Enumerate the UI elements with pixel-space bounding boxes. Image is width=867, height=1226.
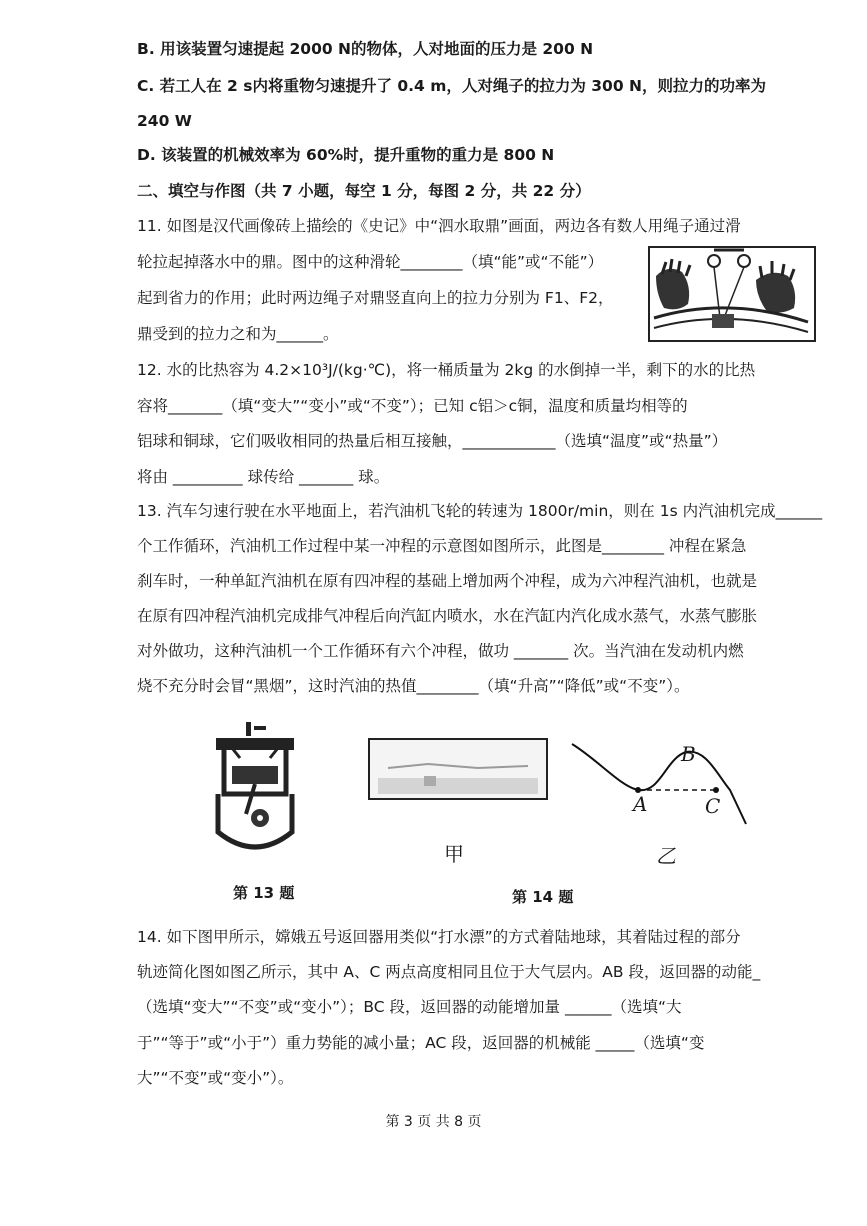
q14-yi-trajectory [568,738,752,830]
q13-line6: 烧不充分时会冒“黑烟”，这时汽油的热值________（填“升高”“降低”或“不变”）。 [137,677,690,695]
q11-line2: 轮拉起掉落水中的鼎。图中的这种滑轮________（填“能”或“不能”） [137,253,604,271]
option-d: D. 该装置的机械效率为 60%时，提升重物的重力是 800 N [137,146,555,164]
q14-jia-label: 甲 [444,842,464,866]
page-footer: 第 3 页 共 8 页 [385,1114,482,1130]
q14-line1: 14. 如下图甲所示，嫦娥五号返回器用类似“打水漂”的方式着陆地球，其着陆过程的部分 [137,928,741,946]
point-b-label: B [681,742,696,766]
q12-line4: 将由 _________ 球传给 _______ 球。 [137,468,390,486]
option-c: C. 若工人在 2 s内将重物匀速提升了 0.4 m，人对绳子的拉力为 300 N，则拉力的功率为 [137,77,766,95]
q14-line5: 大”“不变”或“变小”）。 [137,1069,294,1087]
q13-line1: 13. 汽车匀速行驶在水平地面上，若汽油机飞轮的转速为 1800r/min，则在 1s 内汽油机完成______ [137,502,823,520]
q11-brick-relief-figure [648,246,816,342]
option-b: B. 用该装置匀速提起 2000 N的物体，人对地面的压力是 200 N [137,40,594,58]
q13-line4: 在原有四冲程汽油机完成排气冲程后向汽缸内喷水，水在汽缸内汽化成水蒸气，水蒸气膨胀 [137,607,758,625]
q14-line3: （选填“变大”“不变”或“变小”）；BC 段，返回器的动能增加量 ______（选填“大 [137,998,682,1016]
q12-line3: 铝球和铜球，它们吸收相同的热量后相互接触，____________（选填“温度”或“热量”） [137,432,728,450]
q13-caption: 第 13 题 [233,884,295,902]
q14-yi-label: 乙 [656,844,676,868]
q13-engine-stroke-figure [210,722,300,862]
q13-line5: 对外做功，这种汽油机一个工作循环有六个冲程，做功 _______ 次。当汽油在发动机内燃 [137,642,744,660]
option-c-cont: 240 W [137,112,192,130]
q12-line2: 容将_______（填“变大”“变小”或“不变”）；已知 c铝＞c铜，温度和质量均相等的 [137,397,688,415]
section-heading: 二、填空与作图（共 7 小题，每空 1 分，每图 2 分，共 22 分） [137,182,591,200]
q13-line3: 刹车时，一种单缸汽油机在原有四冲程的基础上增加两个冲程，成为六冲程汽油机，也就是 [137,572,758,590]
q11-line4: 鼎受到的拉力之和为______。 [137,325,339,343]
q12-line1: 12. 水的比热容为 4.2×10³J/(kg·℃)，将一桶质量为 2kg 的水倒掉一半，剩下的水的比热 [137,361,756,379]
q14-line4: 于”“等于”或“小于”）重力势能的减小量；AC 段，返回器的机械能 _____（选填“变 [137,1034,705,1052]
q13-line2: 个工作循环，汽油机工作过程中某一冲程的示意图如图所示，此图是________ 冲程在紧急 [137,537,747,555]
q14-caption: 第 14 题 [512,888,574,906]
point-c-label: C [705,794,721,818]
q14-jia-photo [368,738,548,800]
point-a-label: A [633,792,648,816]
q11-line1: 11. 如图是汉代画像砖上描绘的《史记》中“泗水取鼎”画面，两边各有数人用绳子通过滑 [137,217,741,235]
q11-line3: 起到省力的作用；此时两边绳子对鼎竖直向上的拉力分别为 F1、F2， [137,289,614,307]
q14-line2: 轨迹简化图如图乙所示，其中 A、C 两点高度相同且位于大气层内。AB 段，返回器的动能_ [137,963,761,981]
